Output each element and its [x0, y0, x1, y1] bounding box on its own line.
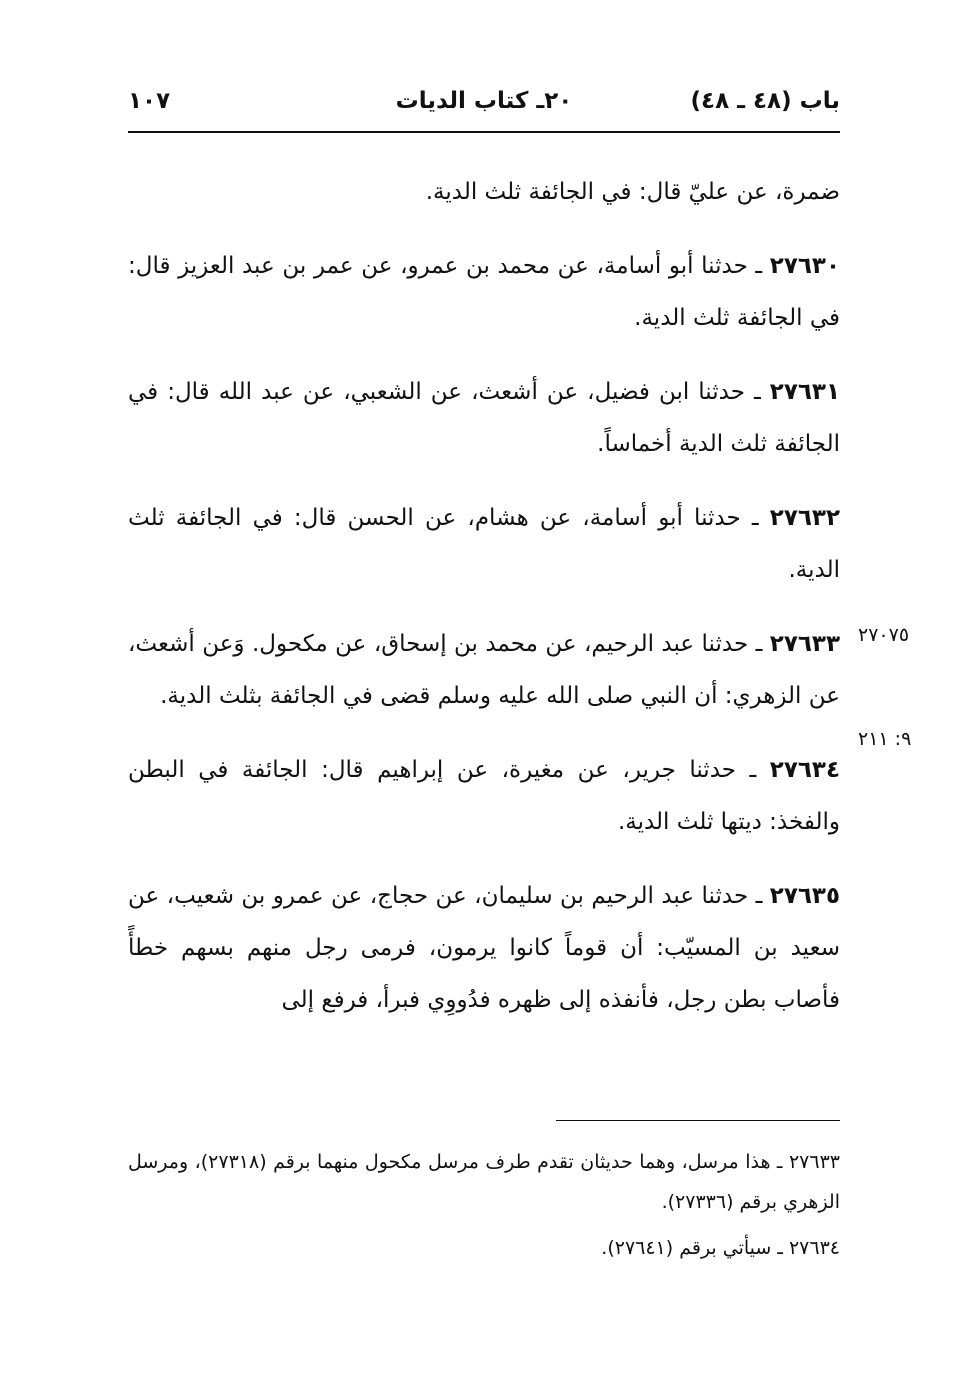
- hadith-number: ٢٧٦٣٤: [769, 757, 840, 783]
- margin-reference-number: ٢٧٠٧٥: [858, 624, 910, 646]
- header-book-title: ٢٠ـ كتاب الديات: [395, 88, 573, 114]
- hadith-27632: [128, 492, 840, 596]
- footnote-separator: [556, 1120, 840, 1121]
- hadith-27631: [128, 366, 840, 470]
- page-number: ١٠٧: [128, 88, 171, 114]
- header-rule: [128, 131, 840, 133]
- footnote-number: ٢٧٦٣٤: [788, 1237, 840, 1259]
- hadith-number: ٢٧٦٣٣: [769, 631, 840, 657]
- hadith-27630: [128, 240, 840, 344]
- header-chapter: باب (٤٨ ـ ٤٨): [690, 88, 840, 114]
- footnote-27634: [128, 1228, 840, 1268]
- hadith-text: ـ حدثنا أبو أسامة، عن هشام، عن الحسن قال: في الجائفة ثلث الدية.: [128, 505, 840, 583]
- hadith-27633: [128, 618, 840, 722]
- hadith-text: ـ حدثنا أبو أسامة، عن محمد بن عمرو، عن عمر بن عبد العزيز قال: في الجائفة ثلث الدية.: [128, 253, 840, 331]
- hadith-text: ـ حدثنا عبد الرحيم بن سليمان، عن حجاج، عن عمرو بن شعيب، عن سعيد بن المسيّب: أن قوماً كانوا يرمون، فرمى رجل منهم بسهم خطأً فأصاب بطن رجل، فأنفذه إلى ظهره فدُووِي فبرأ، فرفع إلى: [128, 883, 840, 1013]
- hadith-number: ٢٧٦٣٥: [769, 883, 840, 909]
- footnote-27633: [128, 1142, 840, 1222]
- hadith-27635: [128, 870, 840, 1026]
- running-header: [128, 88, 840, 128]
- hadith-number: ٢٧٦٣٠: [769, 253, 840, 279]
- hadith-text: ـ حدثنا ابن فضيل، عن أشعث، عن الشعبي، عن عبد الله قال: في الجائفة ثلث الدية أخماساً.: [128, 379, 840, 457]
- hadith-number: ٢٧٦٣١: [769, 379, 840, 405]
- footnote-number: ٢٧٦٣٣: [788, 1151, 840, 1173]
- margin-volume-page-reference: ٩: ٢١١: [858, 728, 912, 750]
- paragraph-continuation: [128, 166, 840, 218]
- hadith-text: ـ حدثنا جرير، عن مغيرة، عن إبراهيم قال: الجائفة في البطن والفخذ: ديتها ثلث الدية.: [128, 757, 840, 835]
- hadith-number: ٢٧٦٣٢: [769, 505, 840, 531]
- footnotes: [128, 1142, 840, 1274]
- paragraph-text: ضمرة، عن عليّ قال: في الجائفة ثلث الدية.: [425, 179, 840, 205]
- footnote-text: ـ هذا مرسل، وهما حديثان تقدم طرف مرسل مكحول منهما برقم (٢٧٣١٨)، ومرسل الزهري برقم (٢٧٣٣٦).: [128, 1151, 840, 1213]
- hadith-text: ـ حدثنا عبد الرحيم، عن محمد بن إسحاق، عن مكحول. وَعن أشعث، عن الزهري: أن النبي صلى الله عليه وسلم قضى في الجائفة بثلث الدية.: [128, 631, 840, 709]
- main-text: [128, 166, 840, 1048]
- footnote-text: ـ سيأتي برقم (٢٧٦٤١).: [601, 1237, 789, 1259]
- hadith-27634: [128, 744, 840, 848]
